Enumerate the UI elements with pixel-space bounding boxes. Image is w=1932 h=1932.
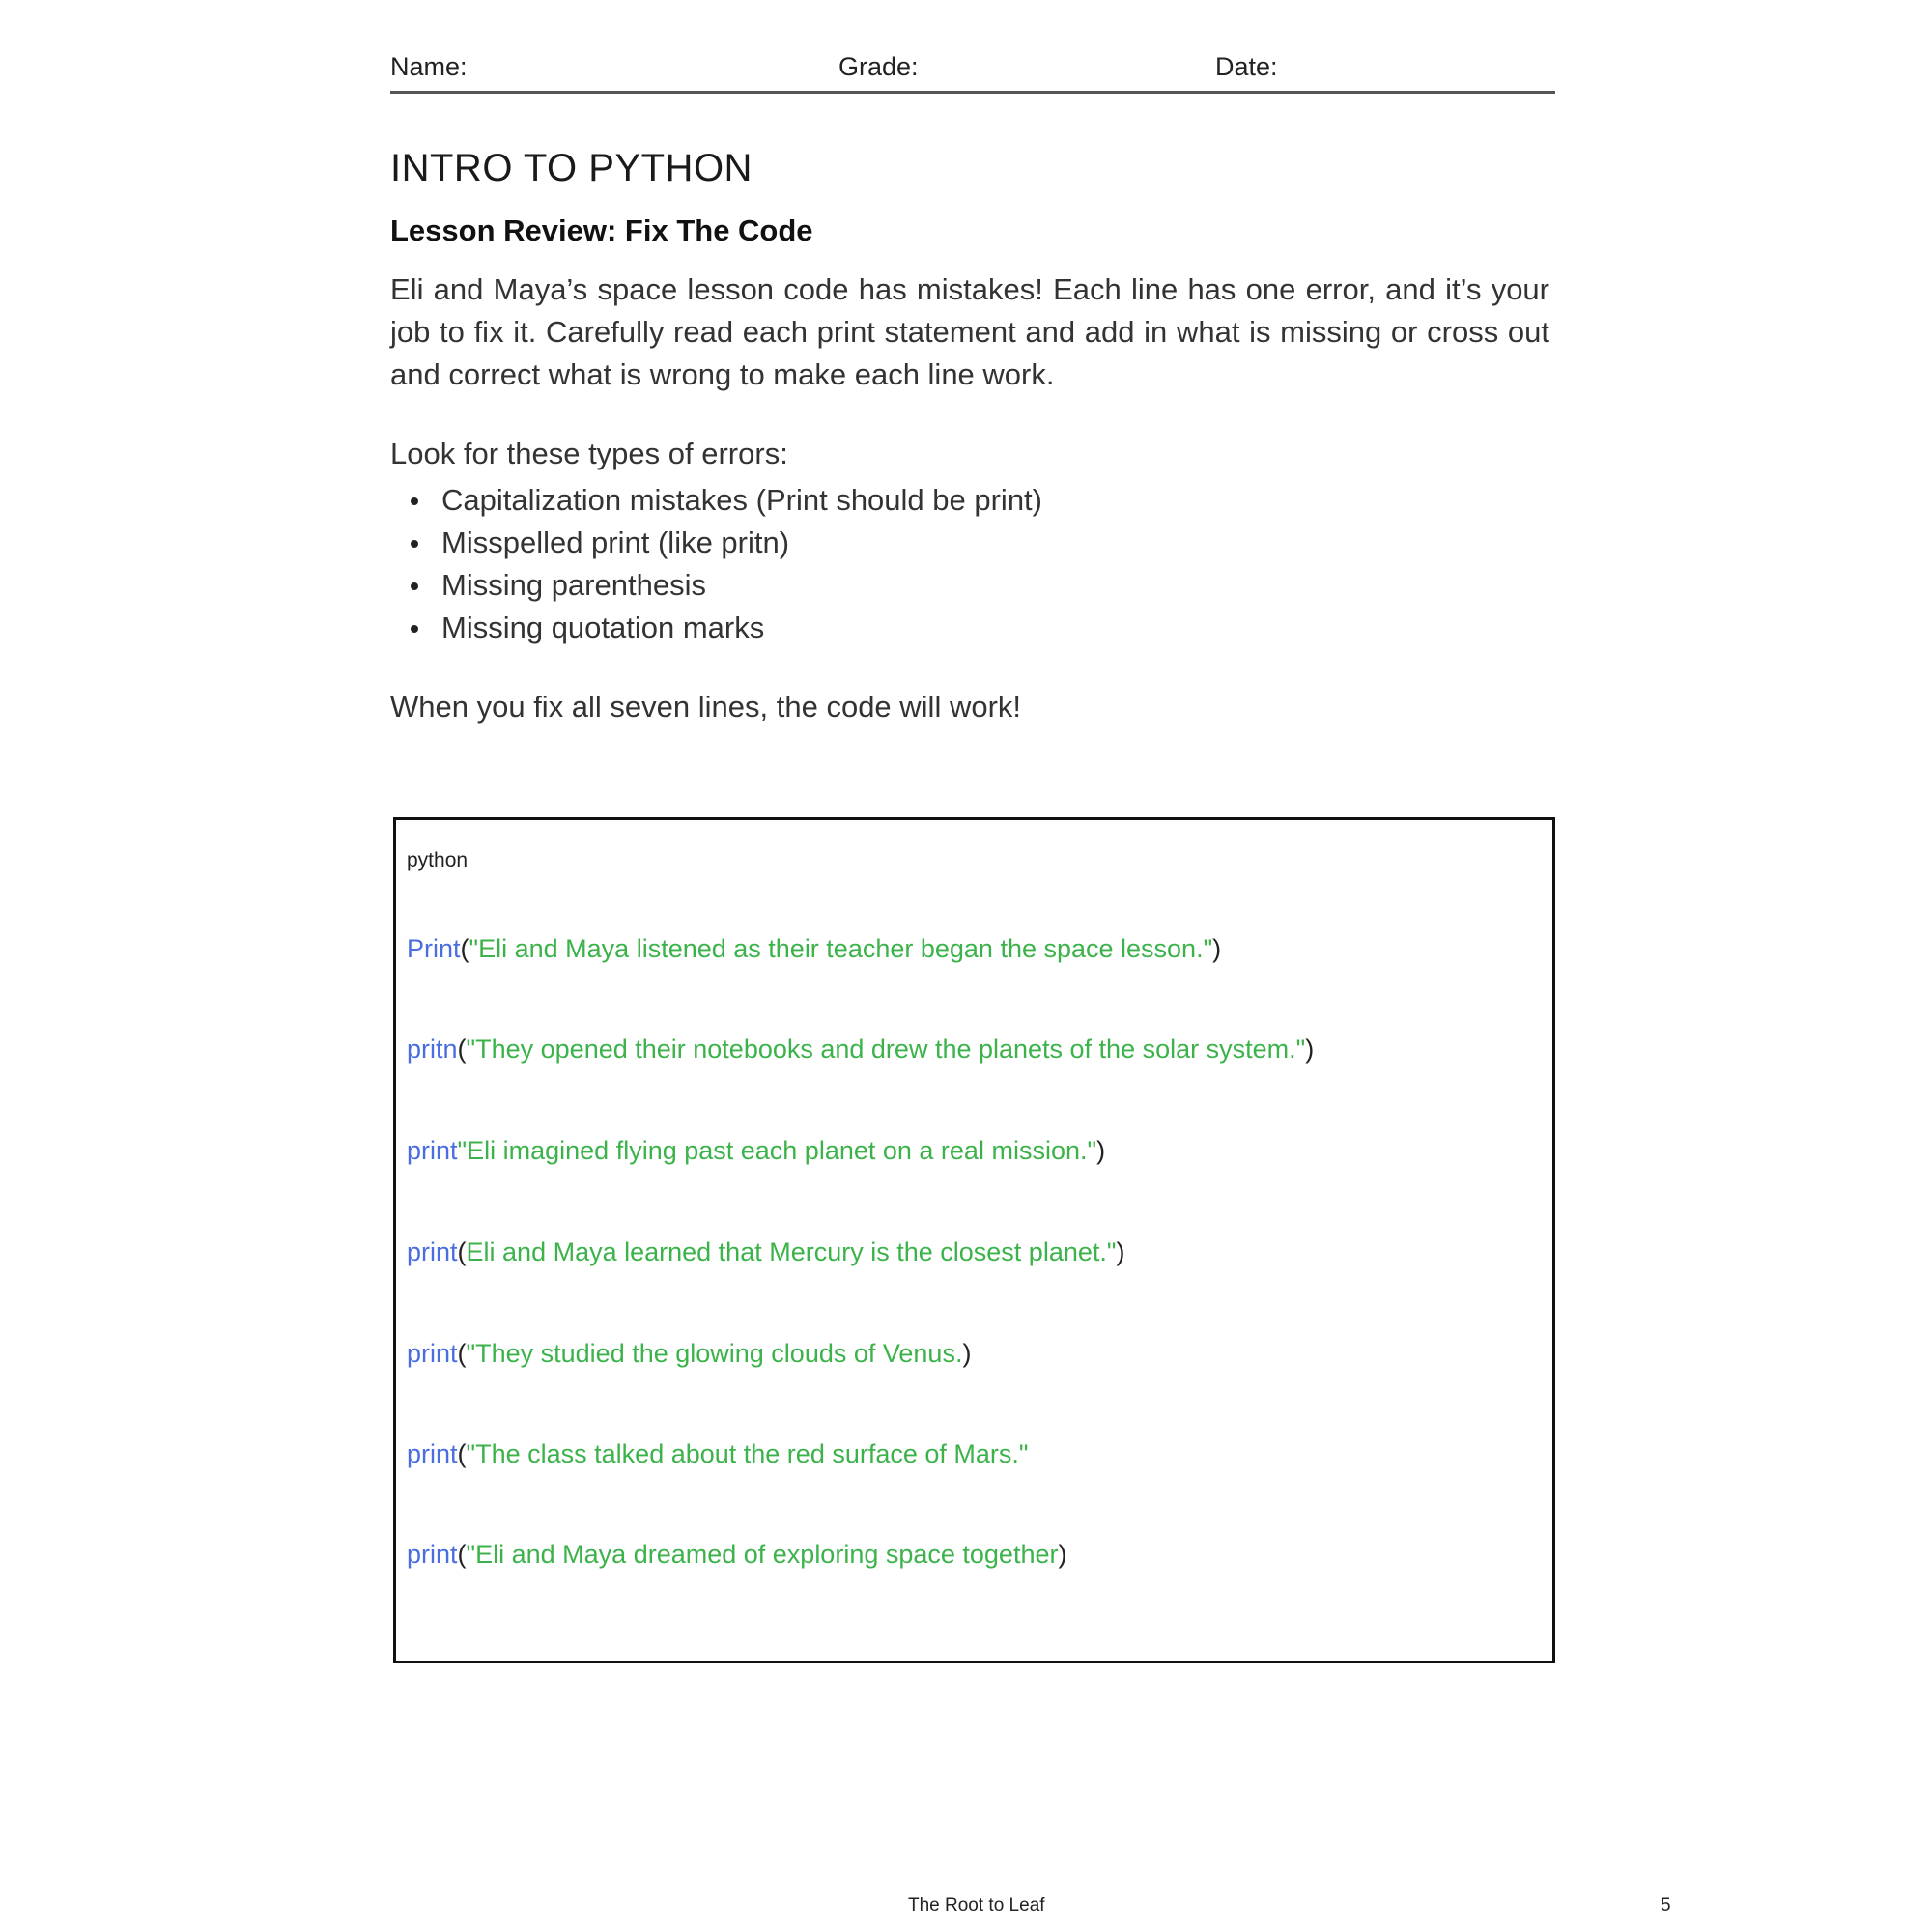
code-open-paren: ( [460,934,469,963]
intro-paragraph: Eli and Maya’s space lesson code has mistakes! Each line has one error, and it’s your job to fix it. Carefully read each print statement and add in what is missing or cross out and correct what is wrong to make each line work. [390,272,1549,391]
code-function: print [407,1439,458,1468]
list-item [390,607,1042,649]
code-line [407,1439,1028,1469]
code-open-paren: ( [457,1035,467,1064]
error-types-list [390,479,1042,649]
bullet-icon [411,625,418,633]
bullet-icon [411,582,418,590]
code-line [407,934,1221,964]
code-function: print [407,1237,458,1266]
code-function: print [407,1136,458,1165]
error-type-text: Misspelled print (like pritn) [441,526,790,559]
code-line [407,1339,971,1369]
lesson-subtitle: Lesson Review: Fix The Code [390,213,813,247]
grade-label: Grade: [838,52,919,81]
page-title: INTRO TO PYTHON [390,147,753,189]
code-open-paren: ( [457,1439,467,1468]
code-function: print [407,1339,458,1368]
code-open-paren: ( [457,1339,467,1368]
bullet-icon [411,497,418,505]
date-label: Date: [1215,52,1278,81]
list-item [390,522,1042,564]
code-line [407,1035,1314,1065]
code-block [393,817,1555,1663]
code-string: Eli and Maya learned that Mercury is the closest planet." [466,1237,1117,1266]
code-close-paren: ) [1116,1237,1125,1266]
code-string: "They opened their notebooks and drew the planets of the solar system." [466,1035,1306,1064]
error-types-heading: Look for these types of errors: [390,437,788,470]
code-string: "Eli imagined flying past each planet on a real mission." [457,1136,1097,1165]
code-line [407,1237,1124,1267]
code-close-paren: ) [1212,934,1222,963]
list-item [390,564,1042,607]
error-type-text: Missing quotation marks [441,611,765,644]
code-line [407,1136,1105,1166]
code-close-paren: ) [1096,1136,1106,1165]
page-number: 5 [1661,1895,1671,1916]
footer-brand: The Root to Leaf [908,1895,1045,1916]
code-string: "Eli and Maya dreamed of exploring space together [466,1540,1059,1569]
code-open-paren: ( [457,1237,467,1266]
code-string: "They studied the glowing clouds of Venus. [466,1339,963,1368]
code-language-label: python [407,849,469,871]
code-close-paren: ) [1305,1035,1315,1064]
list-item [390,479,1042,522]
error-type-text: Capitalization mistakes (Print should be print) [441,483,1042,517]
bullet-icon [411,540,418,548]
code-function: print [407,1540,458,1569]
code-open-paren: ( [457,1540,467,1569]
code-string: "Eli and Maya listened as their teacher began the space lesson." [469,934,1213,963]
error-type-text: Missing parenthesis [441,568,706,602]
code-line [407,1540,1066,1570]
name-label: Name: [390,52,468,81]
code-close-paren: ) [1058,1540,1067,1569]
code-close-paren: ) [962,1339,972,1368]
closing-text: When you fix all seven lines, the code will work! [390,690,1022,724]
code-function: pritn [407,1035,458,1064]
student-info-header [390,48,1555,94]
code-function: Print [407,934,461,963]
code-string: "The class talked about the red surface of Mars." [466,1439,1029,1468]
